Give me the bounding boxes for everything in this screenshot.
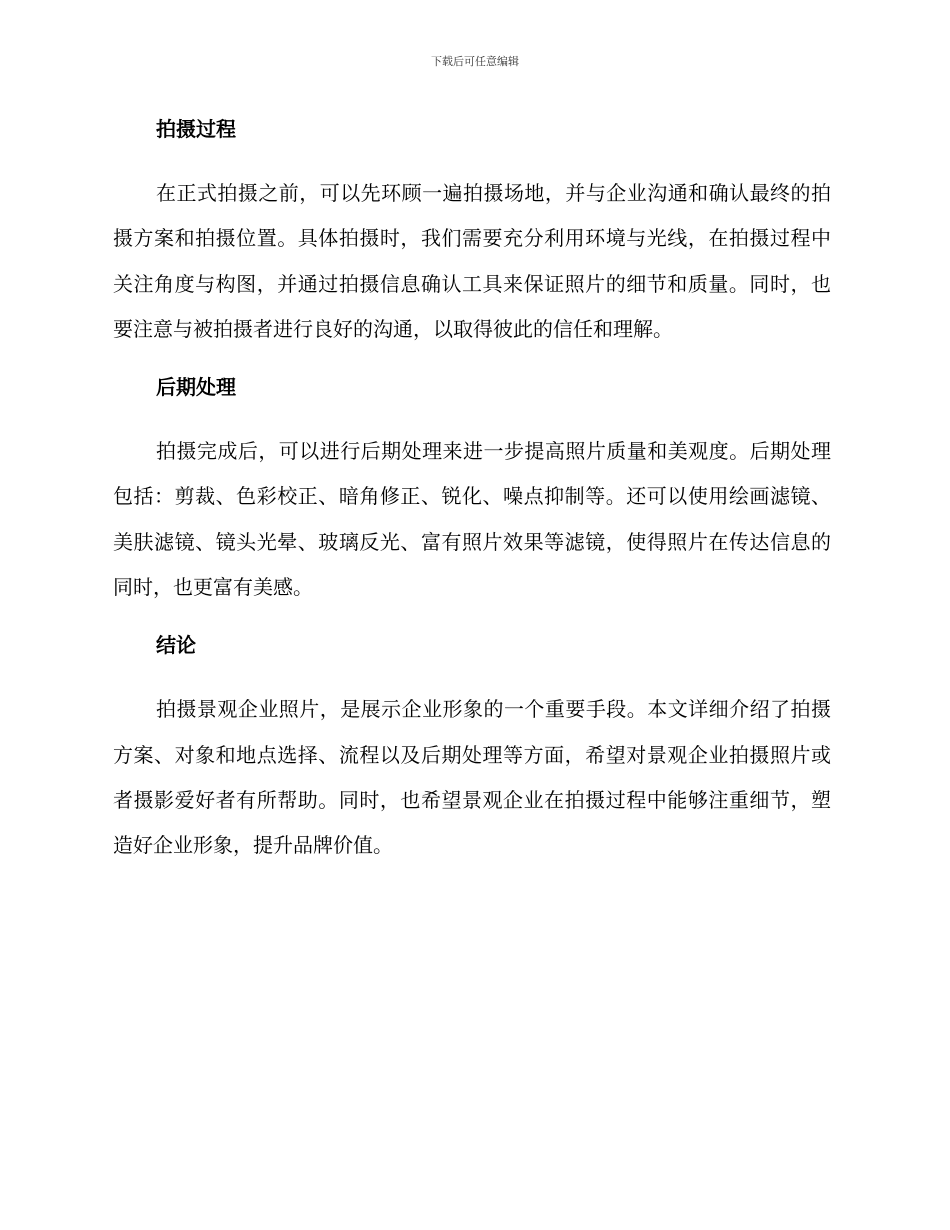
page-header: 下载后可任意编辑 [431, 55, 519, 68]
section-paragraph: 在正式拍摄之前，可以先环顾一遍拍摄场地，并与企业沟通和确认最终的拍摄方案和拍摄位置。具体拍摄时，我们需要充分利用环境与光线，在拍摄过程中关注角度与构图，并通过拍摄信息确认工具来保证照片的细节和质量。同时，也要注意与被拍摄者进行良好的沟通，以取得彼此的信任和理解。 [113, 181, 831, 341]
section-paragraph: 拍摄完成后，可以进行后期处理来进一步提高照片质量和美观度。后期处理包括：剪裁、色彩校正、暗角修正、锐化、噪点抑制等。还可以使用绘画滤镜、美肤滤镜、镜头光晕、玻璃反光、富有照片效果等滤镜，使得照片在传达信息的同时，也更富有美感。 [113, 439, 831, 600]
section-heading: 后期处理 [156, 375, 236, 400]
section-post-processing [113, 372, 831, 610]
section-heading: 结论 [156, 633, 196, 658]
document-body [113, 114, 831, 889]
section-shooting-process [113, 114, 831, 352]
section-conclusion [113, 630, 831, 868]
section-paragraph: 拍摄景观企业照片，是展示企业形象的一个重要手段。本文详细介绍了拍摄方案、对象和地点选择、流程以及后期处理等方面，希望对景观企业拍摄照片或者摄影爱好者有所帮助。同时，也希望景观企业在拍摄过程中能够注重细节，塑造好企业形象，提升品牌价值。 [113, 697, 831, 858]
section-heading: 拍摄过程 [156, 117, 236, 141]
